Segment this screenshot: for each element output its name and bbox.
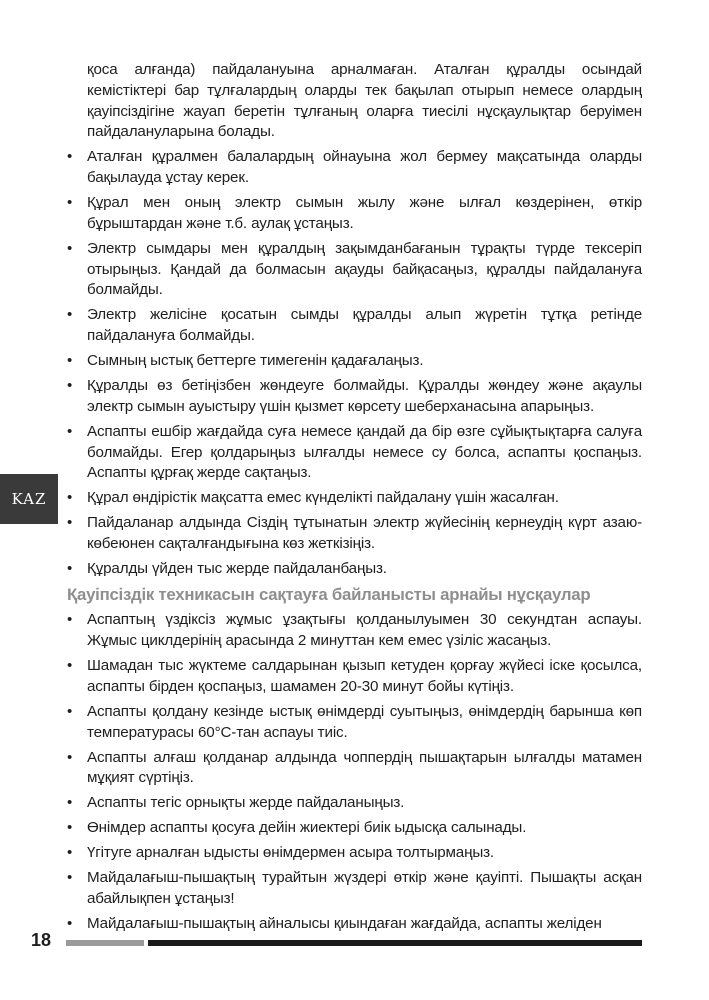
list-item-text: Өнімдер аспапты қосуға дейін жиектері биік ыдысқа салынады.	[87, 819, 527, 837]
bullet-icon: •	[67, 193, 73, 211]
list-item	[67, 868, 642, 910]
list-item	[67, 818, 642, 839]
bullet-icon: •	[67, 748, 73, 766]
list-item-text: Құрал өндірістік мақсатта емес күнделікті пайдалану үшін жасалған.	[87, 489, 559, 507]
bullet-icon: •	[67, 239, 73, 257]
bullet-icon: •	[67, 915, 73, 933]
list-item	[67, 351, 642, 372]
list-item-text: Пайдаланар алдында Сіздің тұтынатын электр жүйесінің кернеудің күрт азаю-көбеюнен сақталғандығына көз жеткізіңіз.	[87, 514, 642, 553]
list-item-text: Шамадан тыс жүктеме салдарынан қызып кетуден қорғау жүйесі іске қосылса, аспапты бірден қоспаңыз, шамамен 20-30 минут бойы күтіңіз.	[87, 656, 642, 695]
list-item-text: Майдалағыш-пышақтың айналысы қиындаған жағдайда, аспапты желіден	[87, 915, 602, 933]
footer-rule-gray	[66, 940, 144, 946]
bullet-icon: •	[67, 148, 73, 166]
bullet-icon: •	[67, 560, 73, 578]
bullet-icon: •	[67, 377, 73, 395]
list-item	[67, 376, 642, 418]
list-item-text: Құралды өз бетіңізбен жөндеуге болмайды. Құралды жөндеу және ақаулы электр сымын ауыстыру үшін қызмет көрсету шеберханасына апарыңыз.	[87, 377, 642, 415]
list-item-text: Майдалағыш-пышақтың турайтын жүздері өткір және қауіпті. Пышақты асқан абайлықпен ұстаңыз!	[87, 869, 642, 908]
page-content	[67, 60, 642, 939]
list-item-text: Сымның ыстық беттерге тимегенін қадағалаңыз.	[87, 352, 424, 370]
list-item-text: Үгітуге арналған ыдысты өнімдермен асыра толтырмаңыз.	[87, 844, 494, 862]
special-instructions-list	[67, 610, 642, 935]
list-item	[67, 914, 642, 935]
list-item	[67, 488, 642, 509]
bullet-icon: •	[67, 611, 73, 629]
bullet-icon: •	[67, 844, 73, 862]
list-item-text: Аспапты алғаш қолданар алдында чоппердің пышақтарын ылғалды матамен мұқият сүртіңіз.	[87, 748, 642, 787]
bullet-icon: •	[67, 422, 73, 440]
list-item-text: Аспапты қолдану кезінде ыстық өнімдерді суытыңыз, өнімдердің барынша көп температурасы 60°С-тан аспауы тиіс.	[87, 702, 642, 741]
list-item-text: Аспапты ешбір жағдайда суға немесе қандай да бір өзге сұйықтықтарға салуға болмайды. Егер қолдарыңыз ылғалды немесе су болса, аспапты қоспаңыз. Аспапты құрғақ жерде сақтаңыз.	[87, 422, 642, 482]
intro-paragraph: қоса алғанда) пайдалануына арналмаған. Аталған құралды осындай кемістіктері бар тұлғалардың оларды тек бақылап отырып немесе олардың қауіпсіздігіне жауап беретін тұлғаның оларға тиесілі нұсқаулықтар беруімен пайдалануларына болады.	[87, 61, 642, 141]
bullet-icon: •	[67, 869, 73, 887]
list-item-text: Аспаптың үздіксіз жұмыс ұзақтығы қолданылуымен 30 секундтан аспауы. Жұмыс циклдерінің арасында 2 минуттан кем емес үзіліс жасаңыз.	[87, 611, 642, 649]
list-item	[67, 559, 642, 580]
bullet-icon: •	[67, 489, 73, 507]
list-item	[67, 422, 642, 484]
list-item-text: Электр желісіне қосатын сымды құралды алып жүретін тұтқа ретінде пайдалануға болмайды.	[87, 306, 642, 345]
list-item	[67, 147, 642, 189]
list-item-text: Құрал мен оның электр сымын жылу және ылғал көздерінен, өткір бұрыштардан және т.б. аулақ ұстаңыз.	[87, 193, 642, 232]
list-item	[67, 610, 642, 652]
list-item-text: Аспапты тегіс орнықты жерде пайдаланыңыз.	[87, 794, 405, 812]
bullet-icon: •	[67, 352, 73, 370]
list-item	[67, 239, 642, 301]
bullet-icon: •	[67, 819, 73, 837]
bullet-icon: •	[67, 656, 73, 674]
list-item	[67, 305, 642, 347]
bullet-icon: •	[67, 306, 73, 324]
footer-rule-black	[148, 940, 642, 946]
page-number: 18	[31, 930, 52, 950]
bullet-icon: •	[67, 702, 73, 720]
list-item	[67, 513, 642, 555]
list-item	[67, 793, 642, 814]
list-item-text: Электр сымдары мен құралдың зақымданбағанын тұрақты түрде тексеріп отырыңыз. Қандай да болмасын ақауды байқасаңыз, құралды пайдалануға болмайды.	[87, 239, 642, 299]
bullet-icon: •	[67, 794, 73, 812]
list-item	[67, 702, 642, 744]
list-item	[67, 843, 642, 864]
list-item	[67, 193, 642, 235]
section-heading: Қауіпсіздік техникасын сақтауға байланысты арнайы нұсқаулар	[67, 585, 591, 605]
list-item	[67, 748, 642, 790]
general-safety-list	[67, 147, 642, 580]
list-item-text: Аталған құралмен балалардың ойнауына жол бермеу мақсатында оларды бақылауда ұстау керек.	[87, 148, 642, 186]
language-tab: KAZ	[0, 474, 58, 524]
bullet-icon: •	[67, 514, 73, 532]
list-item-text: Құралды үйден тыс жерде пайдаланбаңыз.	[87, 560, 387, 578]
list-item	[67, 656, 642, 698]
